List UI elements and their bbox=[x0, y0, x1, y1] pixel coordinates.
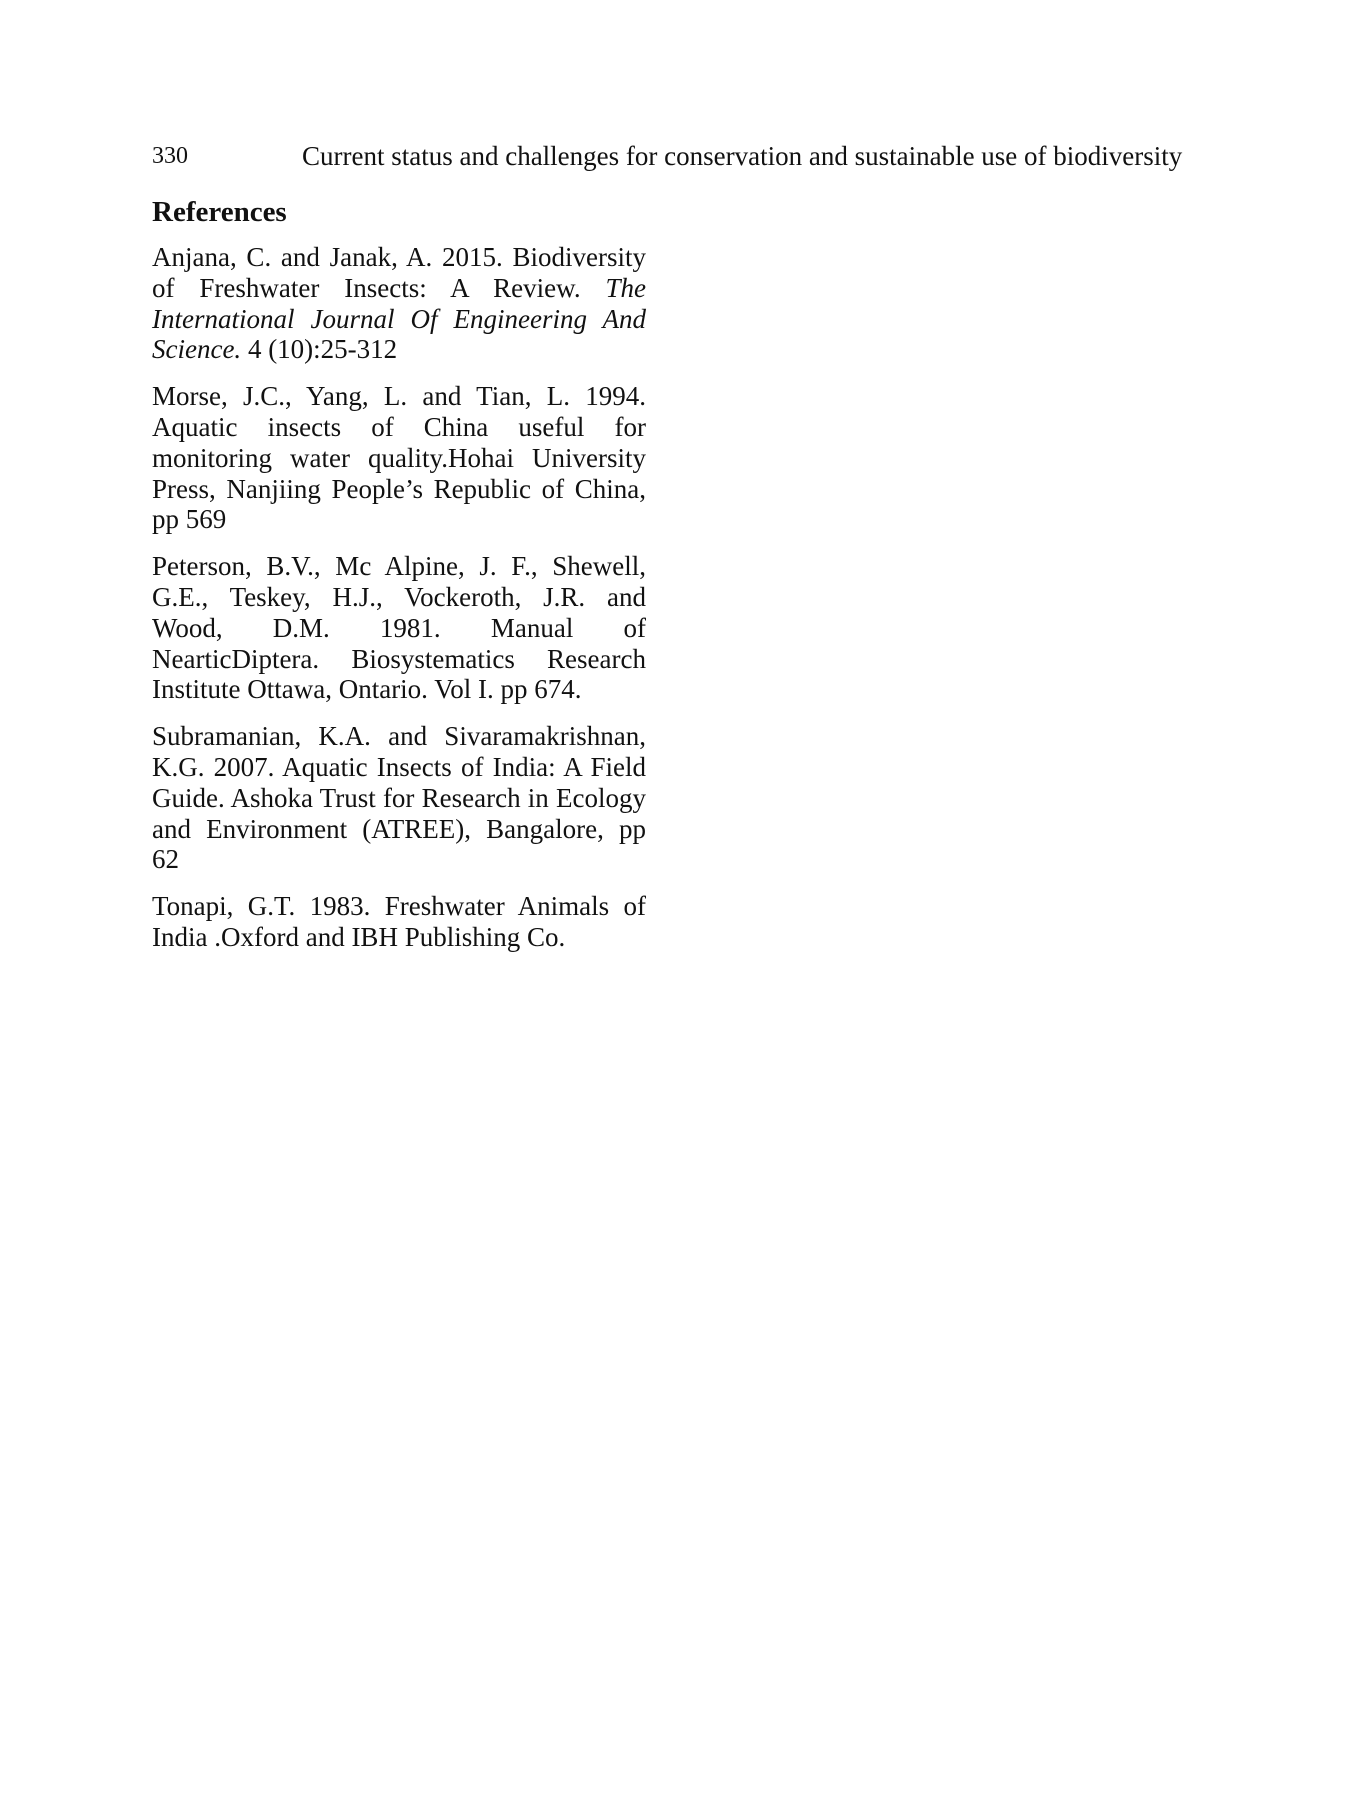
reference-item bbox=[152, 551, 646, 705]
reference-text: Tonapi, G.T. 1983. Freshwater Animals of India .Oxford and IBH Publishing Co. bbox=[152, 891, 646, 952]
reference-item bbox=[152, 721, 646, 875]
reference-text: Peterson, B.V., Mc Alpine, J. F., Shewell, G.E., Teskey, H.J., Vockeroth, J.R. and Wood, D.M. 1981. Manual of NearticDiptera. Biosystematics Research Institute Ottawa, Ontario. Vol I. pp 674. bbox=[152, 551, 646, 705]
page-number: 330 bbox=[152, 143, 188, 169]
reference-list bbox=[152, 242, 646, 969]
reference-item bbox=[152, 381, 646, 535]
reference-text: Morse, J.C., Yang, L. and Tian, L. 1994. Aquatic insects of China useful for monitoring water quality.Hohai University Press, Nanjiing People’s Republic of China, pp 569 bbox=[152, 381, 646, 535]
reference-item bbox=[152, 891, 646, 953]
section-heading: References bbox=[152, 196, 287, 228]
reference-text: Subramanian, K.A. and Sivaramakrishnan, K.G. 2007. Aquatic Insects of India: A Field Guide. Ashoka Trust for Research in Ecology and Environment (ATREE), Bangalore, pp 62 bbox=[152, 721, 646, 875]
reference-item bbox=[152, 242, 646, 365]
reference-journal: The International Journal Of Engineering And Science. bbox=[152, 272, 646, 365]
running-head: Current status and challenges for conservation and sustainable use of biodiversity bbox=[302, 141, 1183, 171]
reference-volume: 4 (10):25-312 bbox=[241, 334, 398, 365]
reference-text: Anjana, C. and Janak, A. 2015. Biodiversity of Freshwater Insects: A Review. bbox=[152, 242, 646, 303]
